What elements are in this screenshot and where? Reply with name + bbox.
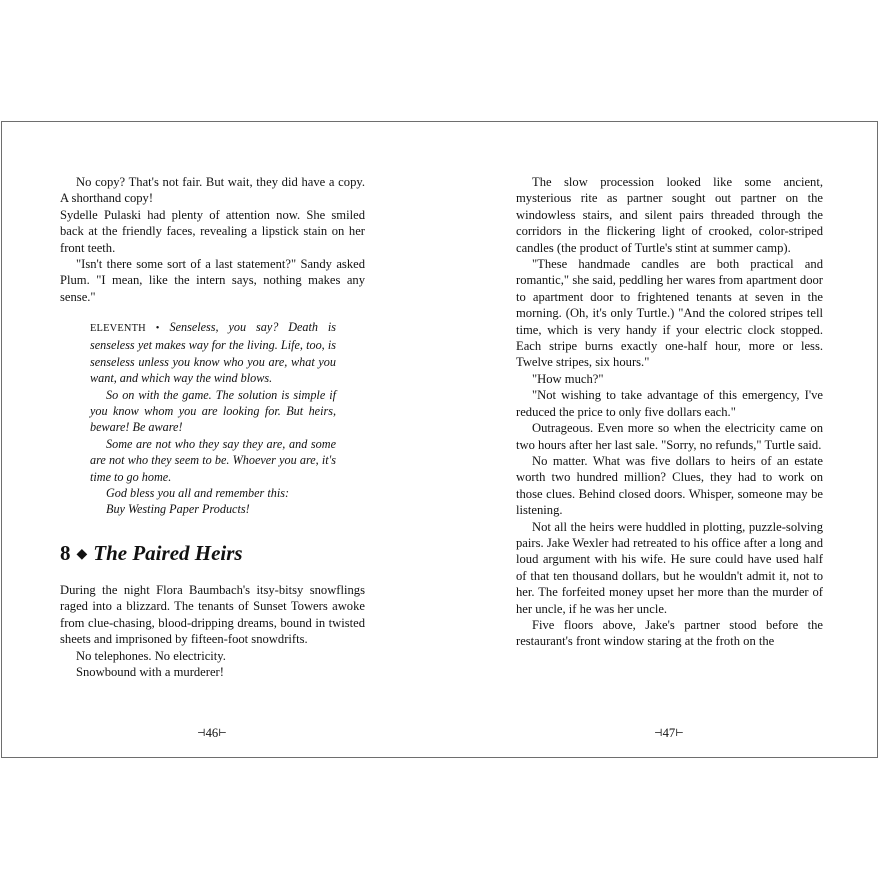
will-paragraph: So on with the game. The solution is simple if you know whom you are looking for. But heirs, beware! Be aware! xyxy=(90,387,336,435)
folio-ornament-right-icon: ⊢ xyxy=(218,728,227,739)
paragraph: "How much?" xyxy=(532,371,604,386)
chapter-bullet-icon: ◆ xyxy=(76,547,88,562)
paragraph: Outrageous. Even more so when the electricity came on two hours after her last sale. "Sorry, no refunds," Turtle said. xyxy=(516,421,823,452)
paragraph: Snowbound with a murderer! xyxy=(76,665,224,680)
will-heading: ELEVENTH xyxy=(90,323,146,334)
chapter-title-text: The Paired Heirs xyxy=(93,541,243,565)
right-page xyxy=(2,122,877,757)
will-bullet: • xyxy=(155,323,160,334)
chapter-number: 8 xyxy=(60,541,71,565)
paragraph: Not all the heirs were huddled in plotting, puzzle-solving pairs. Jake Wexler had retreated to his office after a long and loud argument with his wife. He sure could have used half of that ten thousand dollars, but he wouldn't admit it, not to her. The forfeited money upset her more than the murder of her uncle, if he was her uncle. xyxy=(516,519,823,616)
paragraph: No copy? That's not fair. But wait, they did have a copy. A shorthand copy! xyxy=(60,175,365,206)
will-paragraph: Some are not who they say they are, and some are not who they seem to be. Whoever you are, it's time to go home. xyxy=(90,436,336,484)
folio-ornament-left-icon: ⊣ xyxy=(197,728,206,739)
book-spread xyxy=(1,121,878,758)
paragraph: Five floors above, Jake's partner stood before the restaurant's front window staring at the froth on the xyxy=(516,617,823,649)
will-paragraph: God bless you all and remember this: xyxy=(106,486,290,501)
page-number: 47 xyxy=(662,726,676,740)
page-number-right xyxy=(654,725,684,742)
right-page-body xyxy=(516,174,823,650)
paragraph: No matter. What was five dollars to heirs of an estate worth two hundred million? Clues, they had to work on those clues. Behind closed doors. Whisper, someone may be listening. xyxy=(516,453,823,518)
paragraph: No telephones. No electricity. xyxy=(76,648,226,663)
paragraph: Sydelle Pulaski had plenty of attention now. She smiled back at the friendly faces, revealing a lipstick stain on her front teeth. xyxy=(60,207,365,255)
page-number: 46 xyxy=(205,726,219,740)
paragraph: During the night Flora Baumbach's itsy-bitsy snowflings raged into a blizzard. The tenants of Sunset Towers awoke from clue-chasing, blood-dripping dreams, bound in twisted sheets and imprisoned by fifteen-foot snowdrifts. xyxy=(60,583,365,647)
paragraph: The slow procession looked like some ancient, mysterious rite as partner sought out partner on the windowless stairs, and silent pairs threaded through the corridors in the flickering light of crooked, color-striped candles (the product of Turtle's stint at summer camp). xyxy=(516,175,823,255)
will-paragraph: Buy Westing Paper Products! xyxy=(106,502,250,517)
folio-ornament-right-icon: ⊢ xyxy=(675,728,684,739)
paragraph: "These handmade candles are both practical and romantic," she said, peddling her wares from apartment door to apartment door to frightened tenants at seven in the morning. (Oh, it's only Turtle.) "And the colored stripes tell time, which is very handy if your electric clock stopped. Each stripe burns exactly one-half hour, more or less. Twelve stripes, six hours." xyxy=(516,257,823,370)
paragraph: "Isn't there some sort of a last statement?" Sandy asked Plum. "I mean, like the intern says, nothing makes any sense." xyxy=(60,257,365,304)
paragraph: "Not wishing to take advantage of this emergency, I've reduced the price to only five dollars each." xyxy=(516,388,823,419)
will-text: Senseless, you say? Death is senseless yet makes way for the living. Life, too, is senseless unless you know who you are, what you want, and which way the wind blows. xyxy=(90,320,337,386)
folio-ornament-left-icon: ⊣ xyxy=(654,728,663,739)
